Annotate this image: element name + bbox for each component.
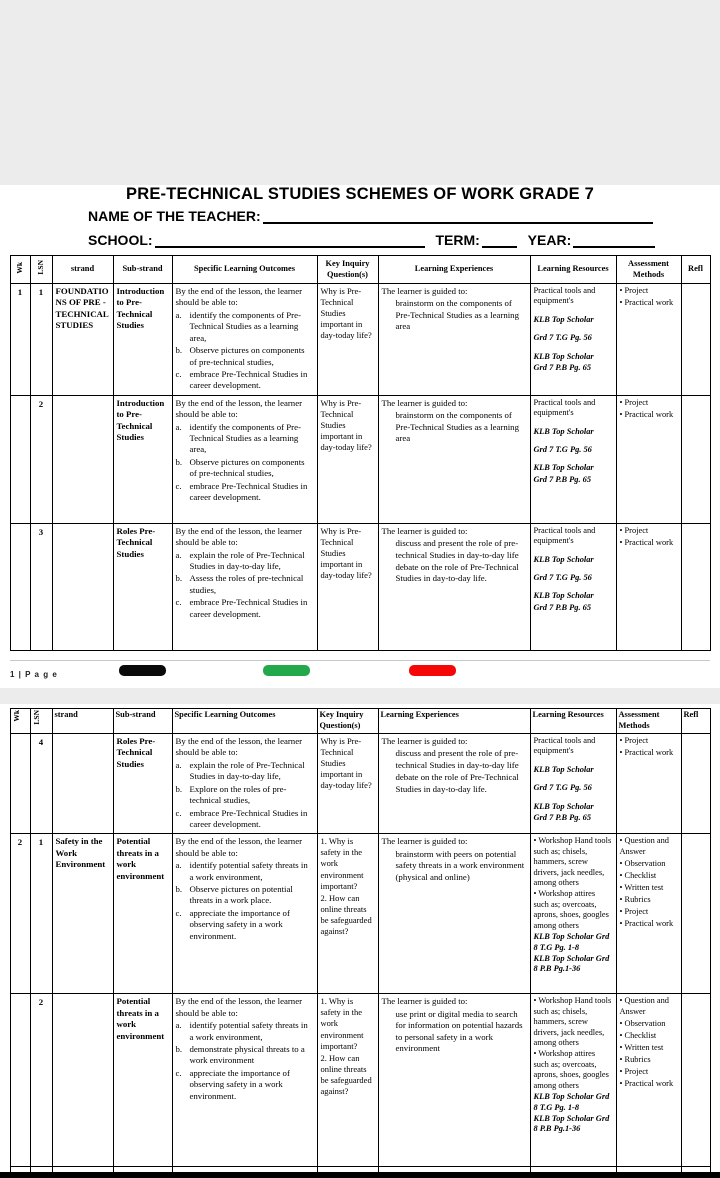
table-row	[10, 994, 710, 1167]
redaction-chip-black	[119, 665, 166, 676]
header-row	[10, 709, 710, 734]
header-row	[10, 256, 710, 284]
col-header-key-inquiry-question-s: Key Inquiry Question(s)	[317, 709, 378, 734]
outcomes-cell: By the end of the lesson, the learner should be able to: a. identify the components of Pre-Technical Studies as a learning area, b. Observe pictures on components of pre-technical studies, c. embrace Pre-Technical Studies in career development.	[172, 284, 317, 396]
assessment-cell: • Question and Answer • Observation • Checklist • Written test • Rubrics • Project • Practical work	[616, 994, 681, 1167]
col-header-specific-learning-outcomes: Specific Learning Outcomes	[172, 256, 317, 284]
wk-cell	[10, 523, 30, 650]
sub-strand-cell: Introduction to Pre-Technical Studies	[113, 395, 172, 523]
assessment-cell	[616, 1167, 681, 1172]
outcome-item: a. explain the role of Pre-Technical Studies in day-to-day life,	[175, 759, 305, 782]
resources-cell: Practical tools and equipment's KLB Top Scholar Grd 7 T.G Pg. 56 KLB Top Scholar Grd 7 P.B Pg. 65	[530, 395, 616, 523]
teacher-name-line	[88, 208, 720, 229]
col-header-learning-experiences: Learning Experiences	[378, 256, 530, 284]
col-header-strand: strand	[52, 256, 113, 284]
table-row	[10, 1167, 710, 1172]
col-header-refl: Refl	[681, 709, 710, 734]
experiences-cell: The learner is guided to: discuss and present the role of pre-technical Studies in day-to-day life debate on the role of Pre-Technical Studies in day-to-day life.	[378, 523, 530, 650]
col-header-learning-resources: Learning Resources	[530, 709, 616, 734]
resources-cell: • Workshop Hand tools such as; chisels, hammers, screw drivers, jack needles, among others • Workshop attires such as; overcoats, aprons, shoes, googles among others KLB Top Scholar Grd 8 T.G Pg. 1-8 KLB Top Scholar Grd 8 P.B Pg.1-36	[530, 994, 616, 1167]
year-label: YEAR:	[527, 232, 572, 248]
table-row	[10, 834, 710, 994]
refl-cell	[681, 734, 710, 834]
sub-strand-cell: Potential threats in a work environment	[113, 994, 172, 1167]
outcome-item: c. appreciate the importance of observing safety in a work environment.	[175, 1067, 290, 1101]
assessment-cell: • Project • Practical work	[616, 734, 681, 834]
assessment-cell: • Question and Answer • Observation • Checklist • Written test • Rubrics • Project • Practical work	[616, 834, 681, 994]
outcome-item: b. Observe pictures on components of pre-technical studies,	[175, 456, 305, 479]
strand-cell: Safety in the Work Environment	[52, 834, 113, 994]
col-header-wk: Wk	[10, 256, 30, 284]
wk-cell	[10, 734, 30, 834]
outcome-item: a. identify potential safety threats in a work environment,	[175, 860, 308, 882]
refl-cell	[681, 994, 710, 1167]
experiences-cell: The learner is guided to: brainstorm on the components of Pre-Technical Studies as a learning area	[378, 284, 530, 396]
table-row	[10, 395, 710, 523]
assessment-cell: • Project • Practical work	[616, 284, 681, 396]
strand-cell	[52, 734, 113, 834]
outcome-item: a. explain the role of Pre-Technical Studies in day-to-day life,	[175, 549, 305, 572]
outcome-item: c. embrace Pre-Technical Studies in career development.	[175, 480, 308, 503]
col-header-learning-experiences: Learning Experiences	[378, 709, 530, 734]
sub-strand-cell: Roles Pre-Technical Studies	[113, 523, 172, 650]
document-page-1	[0, 185, 720, 688]
strand-cell	[52, 994, 113, 1167]
school-term-year-line	[88, 232, 720, 253]
outcomes-cell: By the end of the lesson, the learner should be able to: a. identify the components of Pre-Technical Studies as a learning area, b. Observe pictures on components of pre-technical studies, c. embrace Pre-Technical Studies in career development.	[172, 395, 317, 523]
experiences-cell: The learner is guided to: use print or digital media to search for information on potential hazards to personal safety in a work environment	[378, 994, 530, 1167]
col-header-learning-resources: Learning Resources	[530, 256, 616, 284]
resources-cell	[530, 1167, 616, 1172]
outcome-item: c. appreciate the importance of observing safety in a work environment.	[175, 907, 290, 941]
col-header-sub-strand: Sub-strand	[113, 256, 172, 284]
lsn-cell	[30, 1167, 52, 1172]
lsn-cell: 2	[30, 994, 52, 1167]
sub-strand-cell: Potential threats in a work environment	[113, 834, 172, 994]
kiq-cell: 1. Why is safety in the work environment important? 2. How can online threats be safeguarded against?	[317, 834, 378, 994]
table-row	[10, 284, 710, 396]
resources-cell: Practical tools and equipment's KLB Top Scholar Grd 7 T.G Pg. 56 KLB Top Scholar Grd 7 P.B Pg. 65	[530, 284, 616, 396]
outcome-item: b. demonstrate physical threats to a work environment	[175, 1044, 305, 1066]
outcomes-cell: By the end of the lesson, the learner should be able to: a. explain the role of Pre-Technical Studies in day-to-day life, b. Explore on the roles of pre-technical studies, c. embrace Pre-Technical Studies in career development.	[172, 734, 317, 834]
year-field	[573, 233, 655, 248]
teacher-name-field	[263, 209, 653, 224]
kiq-cell	[317, 1167, 378, 1172]
table-row	[10, 734, 710, 834]
assessment-cell: • Project • Practical work	[616, 523, 681, 650]
term-label: TERM:	[435, 232, 480, 248]
col-header-assessment-methods: Assessment Methods	[616, 709, 681, 734]
resources-cell: Practical tools and equipment's KLB Top Scholar Grd 7 T.G Pg. 56 KLB Top Scholar Grd 7 P.B Pg. 65	[530, 523, 616, 650]
outcome-item: c. embrace Pre-Technical Studies in career development.	[175, 597, 308, 619]
outcome-item: a. identify the components of Pre-Technical Studies as a learning area,	[175, 421, 301, 455]
teacher-name-label: NAME OF THE TEACHER:	[88, 208, 261, 224]
experiences-cell	[378, 1167, 530, 1172]
redaction-chip-green	[263, 665, 310, 676]
outcomes-cell: By the end of the lesson, the learner should be able to: a. identify potential safety threats in a work environment, b. demonstrate physical threats to a work environment c. appreciate the importance of observing safety in a work environment.	[172, 994, 317, 1167]
outcome-item: a. identify the components of Pre-Technical Studies as a learning area,	[175, 309, 301, 343]
resources-cell: Practical tools and equipment's KLB Top Scholar Grd 7 T.G Pg. 56 KLB Top Scholar Grd 7 P.B Pg. 65	[530, 734, 616, 834]
wk-cell	[10, 395, 30, 523]
col-header-lsn: LSN	[30, 256, 52, 284]
outcome-item: b. Assess the roles of pre-technical studies,	[175, 573, 304, 595]
lsn-cell: 1	[30, 284, 52, 396]
strand-cell: FOUNDATIONS OF PRE - TECHNICAL STUDIES	[52, 284, 113, 396]
col-header-assessment-methods: Assessment Methods	[616, 256, 681, 284]
page-gap	[0, 688, 720, 704]
lsn-cell: 1	[30, 834, 52, 994]
outcome-item: b. Explore on the roles of pre-technical studies,	[175, 783, 287, 806]
sub-strand-cell: Introduction to Pre-Technical Studies	[113, 284, 172, 396]
strand-cell	[52, 395, 113, 523]
kiq-cell: Why is Pre-Technical Studies important in day-today life?	[317, 523, 378, 650]
kiq-cell: 1. Why is safety in the work environment important? 2. How can online threats be safeguarded against?	[317, 994, 378, 1167]
kiq-cell: Why is Pre-Technical Studies important in day-today life?	[317, 395, 378, 523]
app-background-top	[0, 0, 720, 173]
col-header-sub-strand: Sub-strand	[113, 709, 172, 734]
experiences-cell: The learner is guided to: discuss and present the role of pre-technical Studies in day-to-day life debate on the role of Pre-Technical Studies in day-to-day life.	[378, 734, 530, 834]
scheme-table-1	[10, 255, 711, 651]
outcome-item: c. embrace Pre-Technical Studies in career development.	[175, 807, 308, 829]
refl-cell	[681, 523, 710, 650]
school-field	[155, 233, 425, 248]
wk-cell: 2	[10, 834, 30, 994]
scheme-table-2	[10, 708, 711, 1172]
bottom-bar	[0, 1172, 720, 1178]
col-header-specific-learning-outcomes: Specific Learning Outcomes	[172, 709, 317, 734]
wk-cell: 1	[10, 284, 30, 396]
document-page-2	[0, 704, 720, 1172]
col-header-wk: Wk	[10, 709, 30, 734]
col-header-lsn: LSN	[30, 709, 52, 734]
page-number: 1 | P a g e	[10, 670, 58, 679]
document-title: PRE-TECHNICAL STUDIES SCHEMES OF WORK GRADE 7	[126, 185, 594, 203]
outcomes-cell: By the end of the lesson, the learner should be able to: a. identify potential safety threats in a work environment, b. Observe pictures on potential threats in a work place. c. appreciate the importance of observing safety in a work environment.	[172, 834, 317, 994]
wk-cell	[10, 994, 30, 1167]
table-row	[10, 523, 710, 650]
resources-cell: • Workshop Hand tools such as; chisels, hammers, screw drivers, jack needles, among others • Workshop attires such as; overcoats, aprons, shoes, googles among others KLB Top Scholar Grd 8 T.G Pg. 1-8 KLB Top Scholar Grd 8 P.B Pg.1-36	[530, 834, 616, 994]
outcome-item: b. Observe pictures on components of pre-technical studies,	[175, 345, 305, 367]
outcomes-cell: By the end of the lesson, the learner should be able to: a. explain the role of Pre-Technical Studies in day-to-day life, b. Assess the roles of pre-technical studies, c. embrace Pre-Technical Studies in career development.	[172, 523, 317, 650]
school-label: SCHOOL:	[88, 232, 153, 248]
outcome-item: c. embrace Pre-Technical Studies in career development.	[175, 368, 308, 391]
outcome-item: a. identify potential safety threats in a work environment,	[175, 1020, 308, 1042]
kiq-cell: Why is Pre-Technical Studies important in day-today life?	[317, 284, 378, 396]
col-header-strand: strand	[52, 709, 113, 734]
strand-cell	[52, 523, 113, 650]
experiences-cell: The learner is guided to: brainstorm on the components of Pre-Technical Studies as a learning area	[378, 395, 530, 523]
lsn-cell: 3	[30, 523, 52, 650]
page-footer	[10, 660, 710, 682]
sub-strand-cell	[113, 1167, 172, 1172]
refl-cell	[681, 1167, 710, 1172]
lsn-cell: 4	[30, 734, 52, 834]
col-header-refl: Refl	[681, 256, 710, 284]
outcomes-cell	[172, 1167, 317, 1172]
sub-strand-cell: Roles Pre-Technical Studies	[113, 734, 172, 834]
refl-cell	[681, 284, 710, 396]
lsn-cell: 2	[30, 395, 52, 523]
kiq-cell: Why is Pre-Technical Studies important in day-today life?	[317, 734, 378, 834]
wk-cell	[10, 1167, 30, 1172]
refl-cell	[681, 395, 710, 523]
experiences-cell: The learner is guided to: brainstorm with peers on potential safety threats in a work environment (physical and online)	[378, 834, 530, 994]
term-field	[482, 233, 517, 248]
strand-cell	[52, 1167, 113, 1172]
outcome-item: b. Observe pictures on potential threats in a work place.	[175, 884, 293, 906]
assessment-cell: • Project • Practical work	[616, 395, 681, 523]
redaction-chip-red	[409, 665, 456, 676]
col-header-key-inquiry-question-s: Key Inquiry Question(s)	[317, 256, 378, 284]
refl-cell	[681, 834, 710, 994]
